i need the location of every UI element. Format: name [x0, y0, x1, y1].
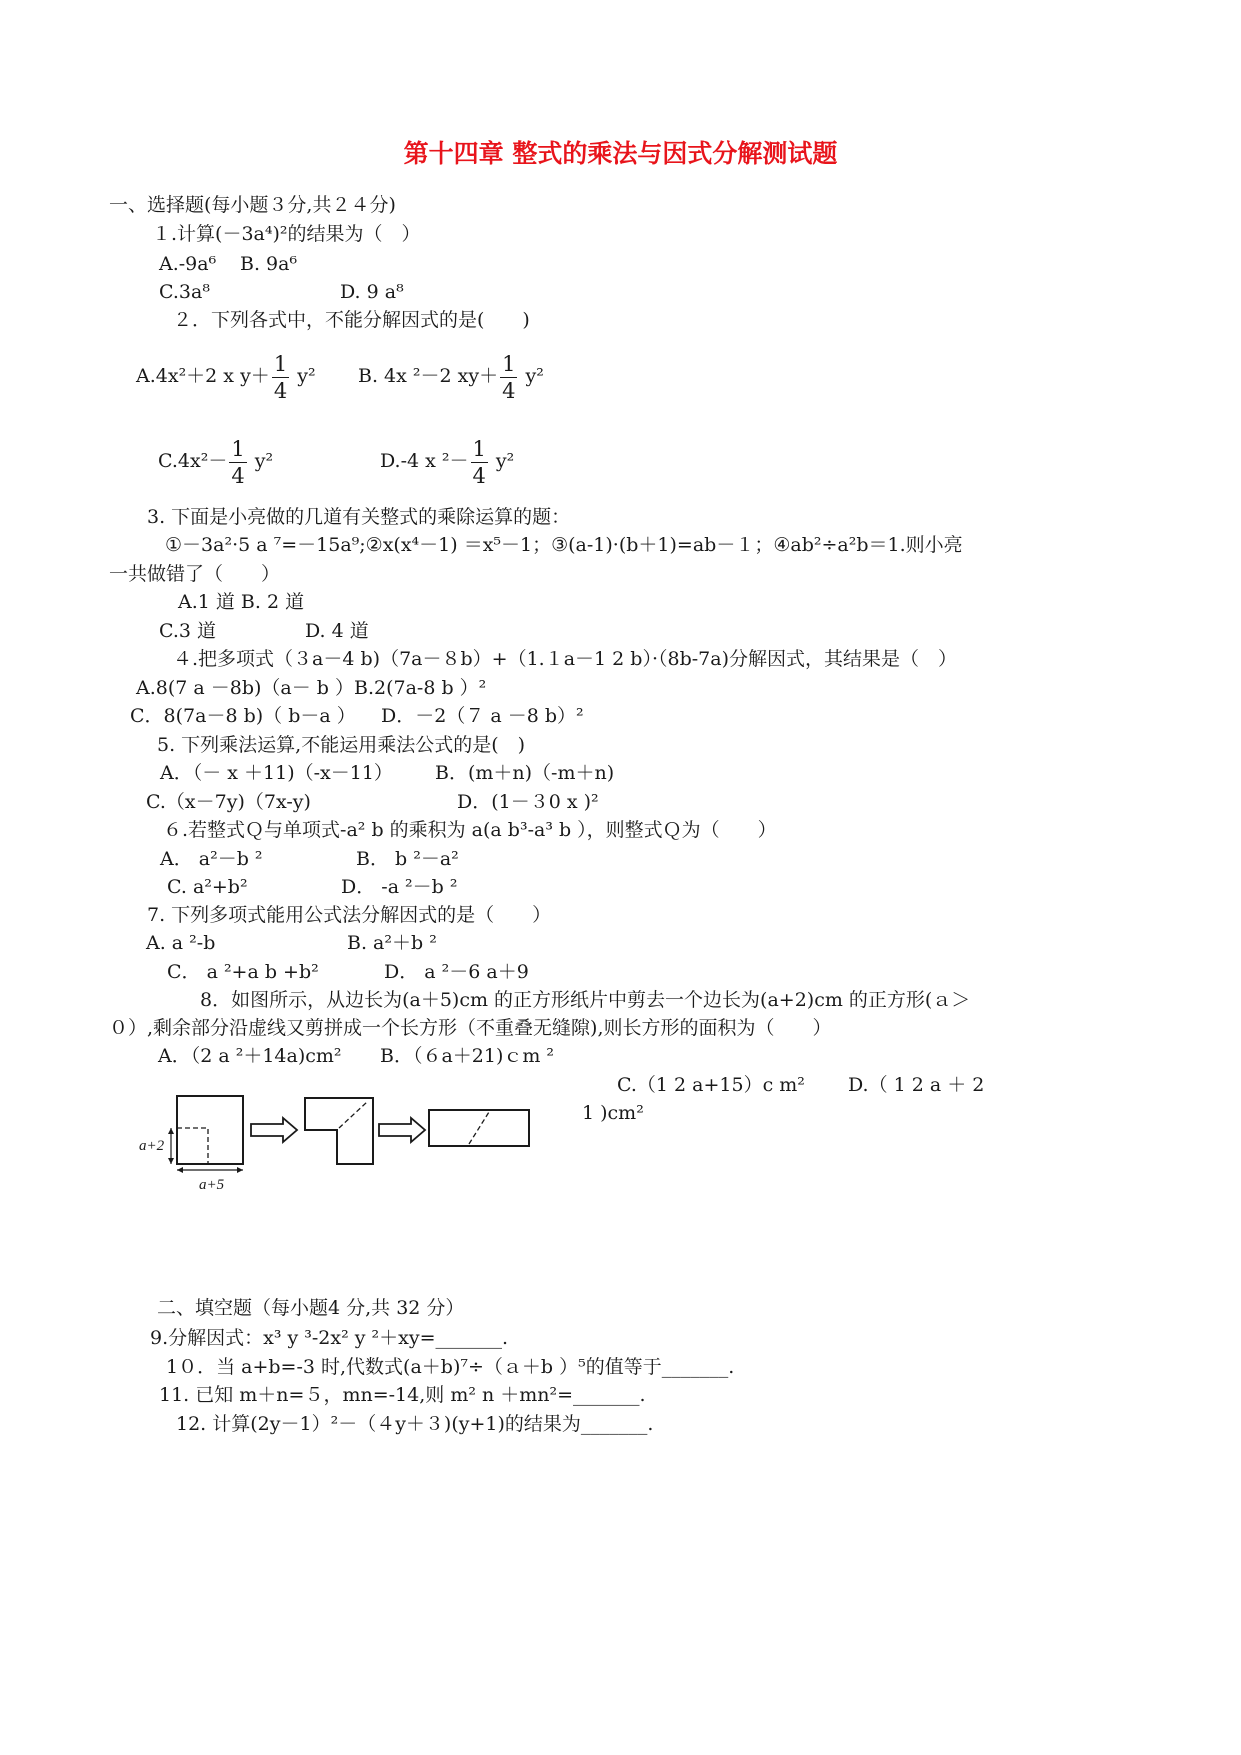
- question-5-option-c: C.（x－7y)（7x-y): [146, 791, 311, 813]
- option-a-tail: y²: [291, 365, 316, 387]
- question-5-stem: 5. 下列乘法运算,不能运用乘法公式的是( ): [157, 734, 526, 756]
- question-8-option-d-continued: 1 )cm²: [582, 1102, 644, 1124]
- question-7-stem: 7. 下列多项式能用公式法分解因式的是（ ）: [147, 904, 552, 926]
- question-1-option-b: B. 9a⁶: [240, 253, 298, 275]
- question-2-stem: ２．下列各式中，不能分解因式的是( ): [173, 309, 530, 331]
- arrow-right-2: [379, 1118, 425, 1142]
- dimension-arrow: [168, 1158, 174, 1164]
- question-8-line-2: ０）,剩余部分沿虚线又剪拼成一个长方形（不重叠无缝隙),则长方形的面积为（ ）: [109, 1017, 832, 1039]
- question-8-option-b: B．（６a＋21)ｃm ²: [380, 1045, 555, 1067]
- section-heading: 一、选择题(每小题３分,共２４分): [109, 194, 396, 216]
- fraction: [500, 351, 517, 404]
- question-8-option-c: C.（1 2 a+15）c m²: [617, 1074, 805, 1096]
- question-5-option-a: A．（－ x ＋11)（-x－11）: [160, 762, 393, 784]
- fraction-denominator: 4: [502, 378, 516, 403]
- question-8-option-a: A．（2 a ²＋14a)cm²: [158, 1045, 342, 1067]
- question-11: 11. 已知 m＋n=５，mn=-14,则 m² n ＋mn²=_______.: [159, 1384, 646, 1406]
- fraction-numerator: 1: [472, 436, 486, 461]
- label-a-plus-5: a+5: [199, 1177, 225, 1192]
- question-6-option-a: A． a²－b ²: [160, 848, 263, 870]
- fraction-numerator: 1: [502, 351, 516, 376]
- fraction-numerator: 1: [231, 436, 245, 461]
- option-a-lead: A.4x²＋2 x y＋: [136, 365, 270, 387]
- fraction-denominator: 4: [273, 378, 288, 403]
- question-6-option-b: B． b ²－a²: [356, 848, 459, 870]
- dimension-arrow: [168, 1128, 174, 1134]
- option-b-lead: B. 4x ²－2 xy＋: [358, 365, 499, 387]
- question-3-stem: 3. 下面是小亮做的几道有关整式的乘除运算的题：: [147, 506, 571, 528]
- dimension-arrow: [177, 1167, 183, 1173]
- question-10: 1０．当 a+b=-3 时,代数式(a＋b)⁷÷（ａ＋b ）⁵的值等于_______.: [166, 1356, 735, 1378]
- fraction-denominator: 4: [472, 463, 486, 488]
- question-4-stem: ４.把多项式（３a－4 b)（7a－８b）+（1.１a－1 2 b）·（8b-7a)分解因式，其结果是（ ）: [173, 648, 957, 670]
- question-4-option-d: D．－2（７ a －8 b）²: [381, 705, 584, 727]
- question-3-line-3: 一共做错了（ ）: [109, 563, 281, 585]
- question-2-option-d: [380, 433, 514, 489]
- question-8-figure: [135, 1092, 535, 1192]
- question-7-option-a: A. a ²-b: [146, 932, 216, 954]
- question-6-option-d: D． -a ²－b ²: [341, 876, 458, 898]
- section-heading: 二、填空题（每小题4 分,共 32 分）: [157, 1297, 465, 1319]
- option-c-lead: C.4x²－: [158, 450, 228, 472]
- question-3-line-2: ①－3a²·5 a ⁷=－15a⁹;②x(x⁴－1) ＝x⁵－1；③(a-1)·(b＋1)=ab－１；④ab²÷a²b＝1.则小亮: [165, 534, 963, 556]
- question-2-option-a: [136, 348, 316, 404]
- question-12: 12. 计算(2y－1）²－（４y＋３)(y+1)的结果为_______.: [176, 1413, 654, 1435]
- question-7-option-c: C． a ²+a b +b²: [167, 961, 319, 983]
- label-a-plus-2: a+2: [139, 1138, 165, 1154]
- question-6-stem: ６.若整式Ｑ与单项式-a² b 的乘积为 a(a b³-a³ b ），则整式Ｑ为（ ）: [163, 819, 777, 841]
- fraction-numerator: 1: [273, 351, 288, 376]
- cut-square: [177, 1128, 208, 1164]
- fraction: [272, 351, 289, 404]
- question-1-option-a: A.-9a⁶: [159, 253, 217, 275]
- fraction: [471, 436, 488, 489]
- question-4-option-c: C．8(7a－8 b)（ b－a ）: [130, 705, 356, 727]
- question-7-option-d: D． a ²－6 a＋9: [384, 961, 529, 983]
- question-4-options-ab: A.8(7 a －8b)（a－ b ）B.2(7a-8 b ）²: [136, 677, 487, 699]
- question-2-option-b: [358, 348, 544, 404]
- question-9: 9.分解因式：x³ y ³-2x² y ²＋xy=_______.: [150, 1327, 509, 1349]
- question-3-option-d: D. 4 道: [305, 620, 369, 642]
- question-2-option-c: [158, 433, 273, 489]
- option-d-lead: D.-4 x ²－: [380, 450, 469, 472]
- arrow-right-1: [251, 1118, 297, 1142]
- l-shape: [305, 1098, 373, 1164]
- result-cut-line: [469, 1112, 489, 1144]
- question-8-stem: 8．如图所示，从边长为(a＋5)cm 的正方形纸片中剪去一个边长为(a+2)cm 的正方形(ａ＞: [200, 989, 971, 1011]
- question-3-options-ab: A.1 道 B. 2 道: [178, 591, 305, 613]
- fraction: [229, 436, 246, 489]
- question-7-option-b: B. a²＋b ²: [347, 932, 437, 954]
- option-b-tail: y²: [519, 365, 544, 387]
- page-title: 第十四章 整式的乘法与因式分解测试题: [403, 139, 838, 168]
- question-5-option-b: B．(m＋n)（-m＋n): [435, 762, 615, 784]
- question-1-option-d: D. 9 a⁸: [340, 281, 404, 303]
- question-6-option-c: C. a²+b²: [167, 876, 248, 898]
- option-d-tail: y²: [489, 450, 515, 472]
- option-c-tail: y²: [248, 450, 274, 472]
- question-3-option-c: C.3 道: [159, 620, 217, 642]
- dimension-arrow: [237, 1167, 243, 1173]
- cut-line: [339, 1102, 367, 1128]
- outer-square: [177, 1096, 243, 1164]
- question-1-stem: １.计算(－3a⁴)²的结果为（ ）: [152, 223, 421, 245]
- question-1-option-c: C.3a⁸: [159, 281, 210, 303]
- question-5-option-d: D．(1－３0 x )²: [457, 791, 599, 813]
- fraction-denominator: 4: [231, 463, 245, 488]
- question-8-option-d: D.（ 1 2 a ＋ 2: [848, 1074, 985, 1096]
